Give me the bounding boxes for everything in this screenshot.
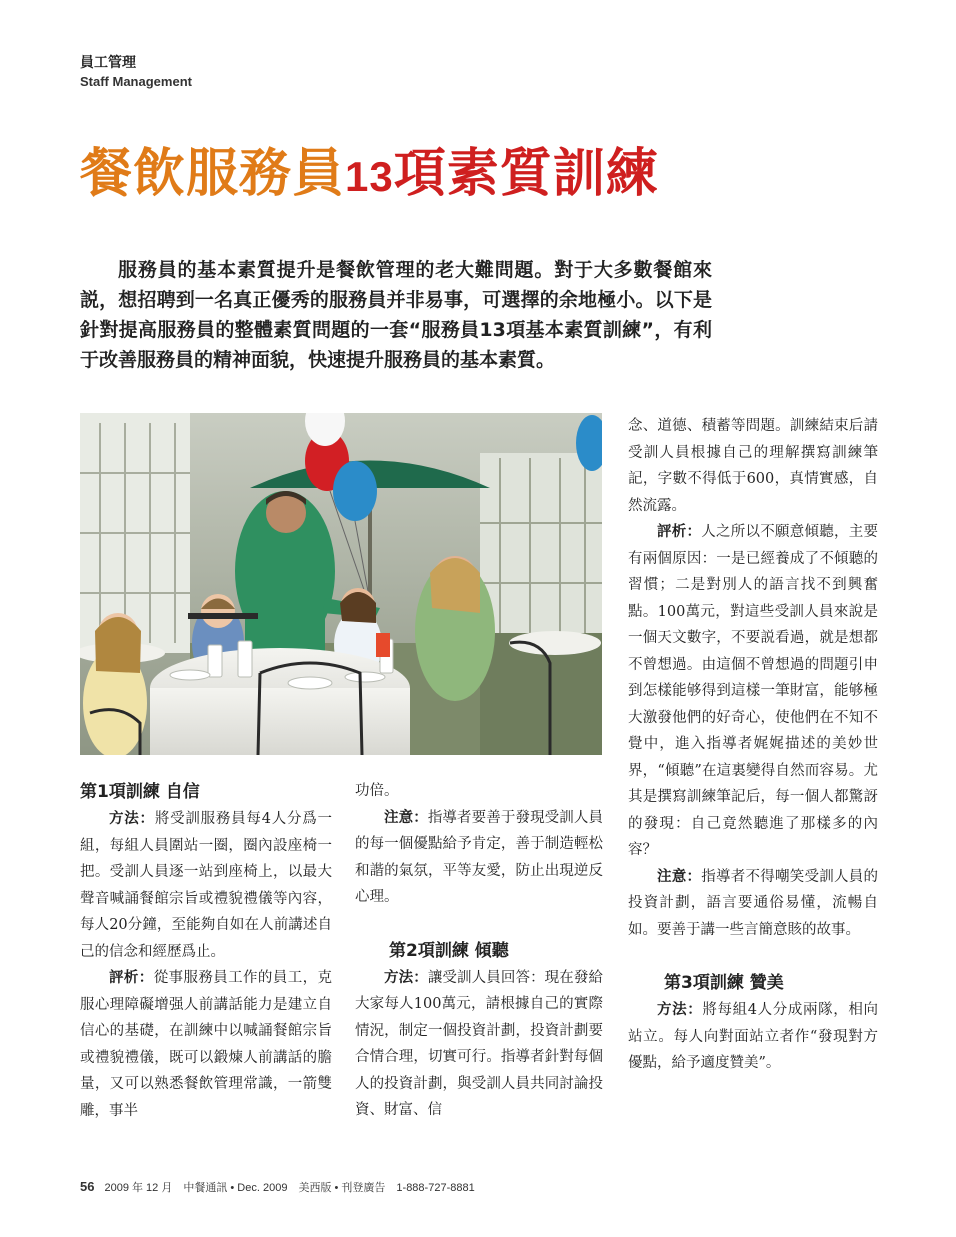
intro-paragraph: 服務員的基本素質提升是餐飲管理的老大難問題。對于大多數餐館來説，想招聘到一名真正優秀的服務員并非易事，可選擇的余地極小。以下是針對提高服務員的整體素質問題的一套“服務員13項基本素質訓練”，有利于改善服務員的精神面貌，快速提升服務員的基本素質。	[80, 259, 712, 371]
section-label-cn: 員工管理	[80, 55, 136, 71]
title-number: 13	[345, 153, 394, 200]
training-1-analysis: 評析：從事服務員工作的員工，克服心理障礙增强人前講話能力是建立自信心的基礎，在訓練中以喊誦餐館宗旨或禮貌禮儀，既可以鍛煉人前講話的膽量，又可以熟悉餐飲管理常識，一箭雙雕，事半	[80, 969, 333, 1119]
training-1-method: 方法：將受訓服務員每4人分爲一組，每組人員圍站一圈，圈內設座椅一把。受訓人員逐一站到座椅上，以最大聲音喊誦餐館宗旨或禮貌禮儀等內容，每人20分鐘，至能夠自如在人前講述自己的信念和經歷爲止。	[80, 810, 332, 960]
training-2-method-continued: 念、道德、積蓄等問題。訓練結束后請受訓人員根據自己的理解撰寫訓練筆記，字數不得低于600，真情實感，自然流露。	[628, 418, 878, 514]
article-title	[80, 146, 659, 203]
title-part1: 餐飲服務員	[80, 144, 346, 204]
training-2-analysis: 評析：人之所以不願意傾聽，主要有兩個原因：一是已經養成了不傾聽的習慣；二是對別人的語言找不到興奮點。100萬元，對這些受訓人員來說是一個天文數字，不要説看過，就是想都不曾想過。由這個不曾想過的問題引申到怎樣能够得到這樣一筆財富，能够極大激發他們的好奇心，使他們在不知不覺中，進入指導者娓娓描述的美妙世界，“傾聽”在這裏變得自然而容易。尤其是撰寫訓練筆記后，每一個人都驚訝的發現：自己竟然聽進了那樣多的內容？	[628, 523, 878, 858]
training-2-heading: 第2項訓練 傾聽	[389, 940, 509, 961]
page-footer	[80, 1179, 475, 1195]
section-label-en: Staff Management	[80, 74, 192, 89]
title-part2: 項素質訓練	[393, 144, 659, 204]
training-1-analysis-continued: 功倍。	[355, 783, 399, 799]
training-1-note: 注意：指導者要善于發現受訓人員的每一個優點給予肯定，善于制造輕松和諧的氣氛，平等友愛，防止出現逆反心理。	[355, 808, 604, 905]
training-3-method: 方法：將每組4人分成兩隊，相向站立。每人向對面站立者作“發現對方優點，給予適度贊美”。	[628, 1001, 879, 1071]
column-3	[628, 413, 878, 1077]
restaurant-photo	[80, 413, 602, 755]
page-number: 56	[80, 1179, 95, 1194]
training-3-heading: 第3項訓練 贊美	[664, 973, 784, 993]
column-1	[80, 778, 332, 1124]
training-2-note: 注意：指導者不得嘲笑受訓人員的投資計劃，語言要通俗易懂，流暢自如。要善于講一些言簡意賅的故事。	[628, 867, 878, 938]
footer-text: 2009 年 12 月 中餐通訊 • Dec. 2009 美西版 • 刊登廣告 1-888-727-8881	[104, 1182, 475, 1194]
column-2	[355, 778, 603, 1124]
training-1-heading: 第1項訓練 自信	[80, 782, 200, 802]
training-2-method: 方法：讓受訓人員回答：現在發給大家每人100萬元，請根據自己的實際情況，制定一個投資計劃，投資計劃要合情合理，切實可行。指導者針對每個人的投資計劃，與受訓人員共同討論投資、財富、信	[355, 968, 604, 1118]
